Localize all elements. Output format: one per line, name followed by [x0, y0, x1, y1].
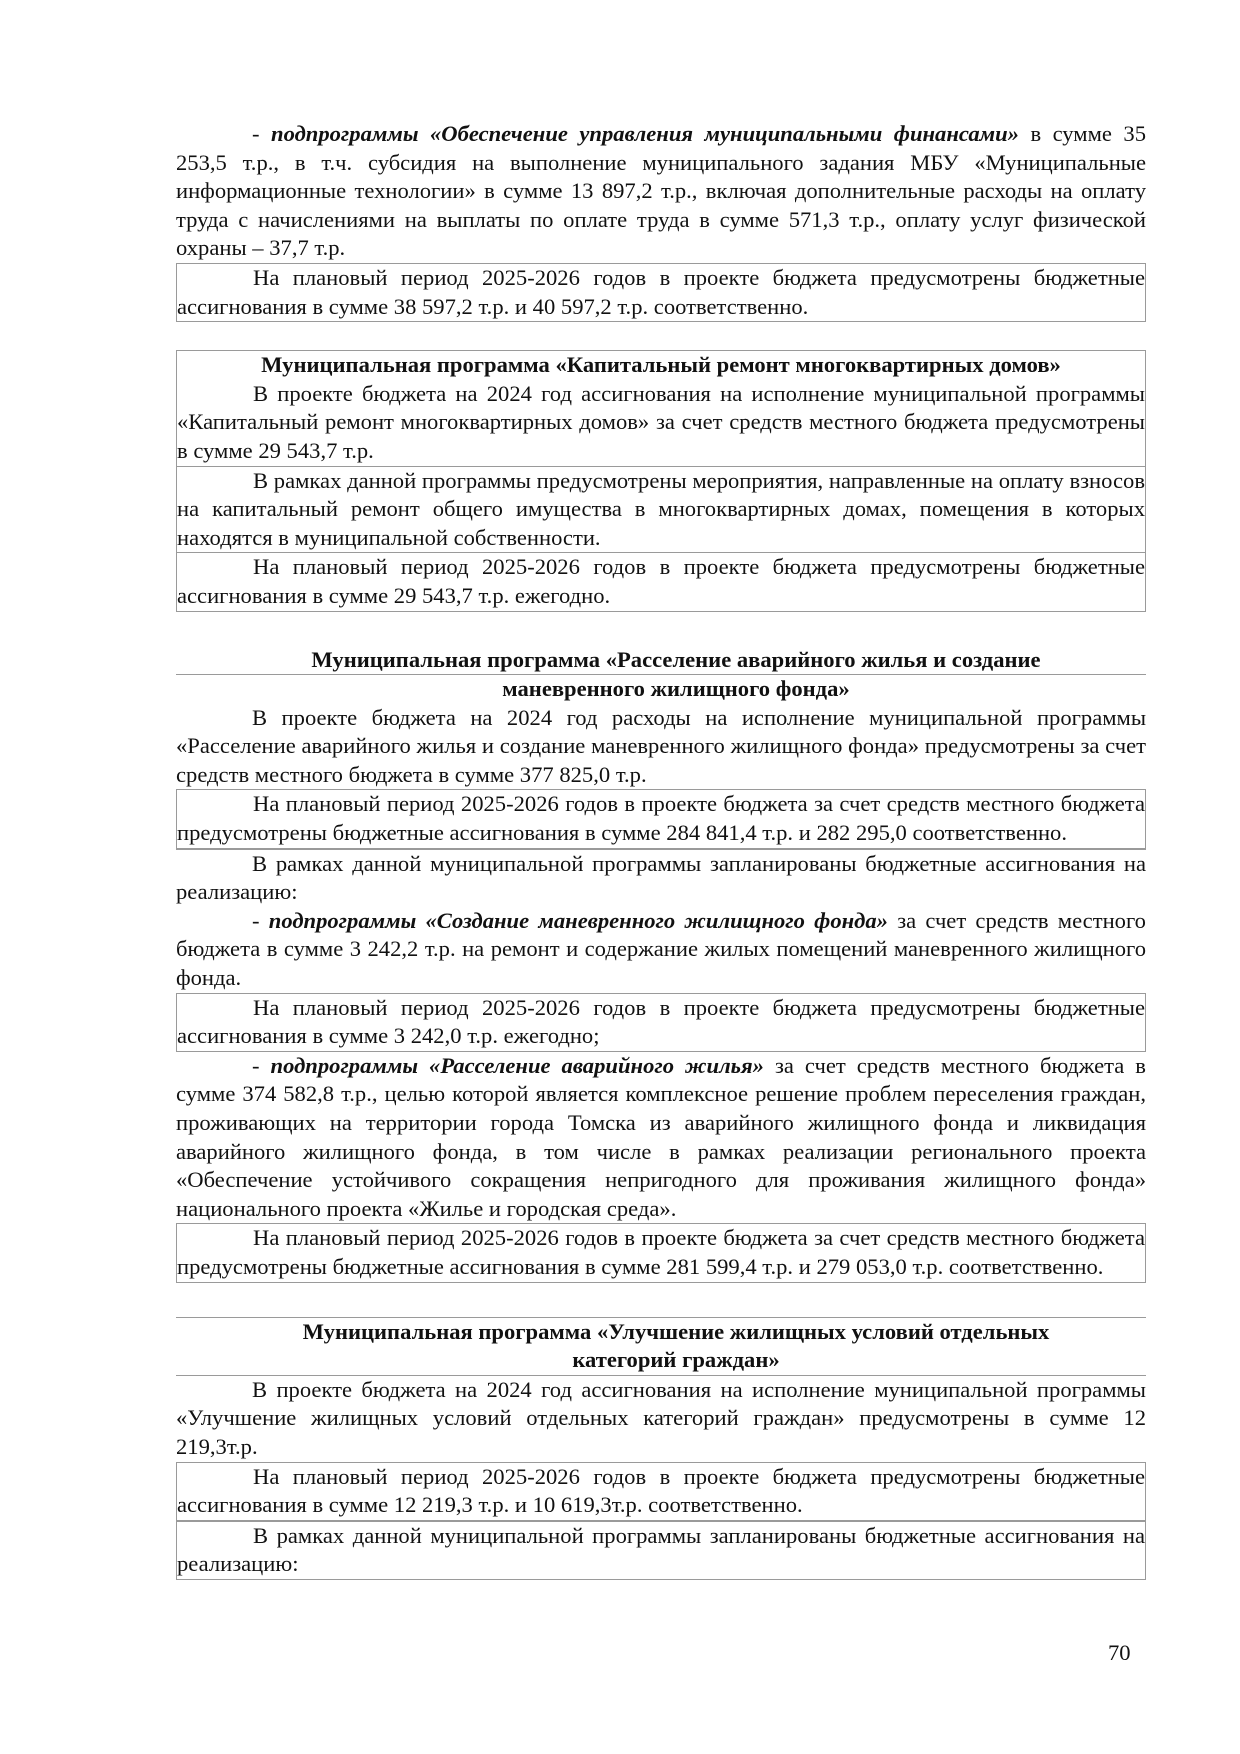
subprogram-title: подпрограммы «Создание маневренного жилищного фонда» [268, 907, 888, 933]
paragraph: В рамках данной муниципальной программы запланированы бюджетные ассигнования на реализацию: [176, 1521, 1146, 1580]
paragraph: В проекте бюджета на 2024 год ассигнования на исполнение муниципальной программы «Капитальный ремонт многоквартирных домов» за счет средств местного бюджета предусмотрены в сумме 29 543,7 т.р. [177, 380, 1145, 463]
section-capital-repair [176, 350, 1146, 611]
section-heading: Муниципальная программа «Капитальный ремонт многоквартирных домов» [261, 352, 1061, 378]
section-heading-line1: Муниципальная программа «Расселение аварийного жилья и создание [311, 646, 1041, 672]
section-heading-line2: маневренного жилищного фонда» [176, 674, 1146, 704]
list-dash: - [252, 907, 269, 933]
paragraph-text: в сумме 35 253,5 т.р., в т.ч. субсидия на выполнение муниципального задания МБУ «Муниципальные информационные технологии» в сумме 13 897,2 т.р., включая дополнительные расходы на оплату труда с начислениями на выплаты по оплате труда в сумме 571,3 т.р., оплату услуг физической охраны – 37,7 т.р. [176, 121, 1146, 261]
paragraph: На плановый период 2025-2026 годов в проекте бюджета за счет средств местного бюджета предусмотрены бюджетные ассигнования в сумме 284 841,4 т.р. и 282 295,0 соответственно. [176, 789, 1146, 848]
paragraph-finance-plan: На плановый период 2025-2026 годов в проекте бюджета предусмотрены бюджетные ассигнования в сумме 38 597,2 т.р. и 40 597,2 т.р. соответственно. [176, 263, 1146, 322]
paragraph-text: за счет средств местного бюджета в сумме 374 582,8 т.р., целью которой является комплексное решение проблем переселения граждан, проживающих на территории города Томска из аварийного жилищного фонда и ликвидация аварийного жилищного фонда, в том числе в рамках реализации регионального проекта «Обеспечение устойчивого сокращения непригодного для проживания жилищного фонда» национального проекта «Жилье и городская среда». [176, 1052, 1146, 1221]
paragraph-subprogram-resettlement [176, 1052, 1146, 1224]
paragraph: В проекте бюджета на 2024 год ассигнования на исполнение муниципальной программы «Улучшение жилищных условий отдельных категорий граждан» предусмотрены в сумме 12 219,3т.р. [176, 1375, 1146, 1462]
paragraph-subprogram-maneuver [176, 907, 1146, 993]
section-heading-line2: категорий граждан» [572, 1347, 780, 1373]
paragraph-text: за счет средств местного бюджета в сумме 3 242,2 т.р. на ремонт и содержание жилых помещений маневренного жилищного фонда. [176, 907, 1146, 991]
paragraph: На плановый период 2025-2026 годов в проекте бюджета за счет средств местного бюджета предусмотрены бюджетные ассигнования в сумме 281 599,4 т.р. и 279 053,0 т.р. соответственно. [176, 1223, 1146, 1282]
section-heading-line1: Муниципальная программа «Улучшение жилищных условий отдельных [176, 1317, 1146, 1347]
paragraph: В проекте бюджета на 2024 год расходы на исполнение муниципальной программы «Расселение аварийного жилья и создание маневренного жилищного фонда» предусмотрены за счет средств местного бюджета в сумме 377 825,0 т.р. [176, 704, 1146, 787]
paragraph: На плановый период 2025-2026 годов в проекте бюджета предусмотрены бюджетные ассигнования в сумме 3 242,0 т.р. ежегодно; [176, 993, 1146, 1052]
subprogram-title: подпрограммы «Обеспечение управления муниципальными финансами» [271, 121, 1019, 146]
paragraph: В рамках данной муниципальной программы запланированы бюджетные ассигнования на реализацию: [176, 849, 1146, 907]
subprogram-title: подпрограммы «Расселение аварийного жилья» [270, 1052, 764, 1078]
document-page [176, 120, 1146, 1580]
paragraph: В рамках данной программы предусмотрены мероприятия, направленные на оплату взносов на капитальный ремонт общего имущества в многоквартирных домах, помещения в которых находятся в муниципальной собственности. [177, 466, 1145, 553]
list-dash: - [252, 1052, 271, 1078]
page-number: 70 [1108, 1640, 1131, 1665]
paragraph-finance-subprogram [176, 120, 1146, 263]
list-dash: - [252, 121, 271, 146]
section-emergency-housing [176, 646, 1146, 1283]
section-housing-improvement [176, 1317, 1146, 1580]
paragraph: На плановый период 2025-2026 годов в проекте бюджета предусмотрены бюджетные ассигнования в сумме 12 219,3 т.р. и 10 619,3т.р. соответственно. [176, 1462, 1146, 1521]
paragraph: На плановый период 2025-2026 годов в проекте бюджета предусмотрены бюджетные ассигнования в сумме 29 543,7 т.р. ежегодно. [177, 552, 1145, 610]
